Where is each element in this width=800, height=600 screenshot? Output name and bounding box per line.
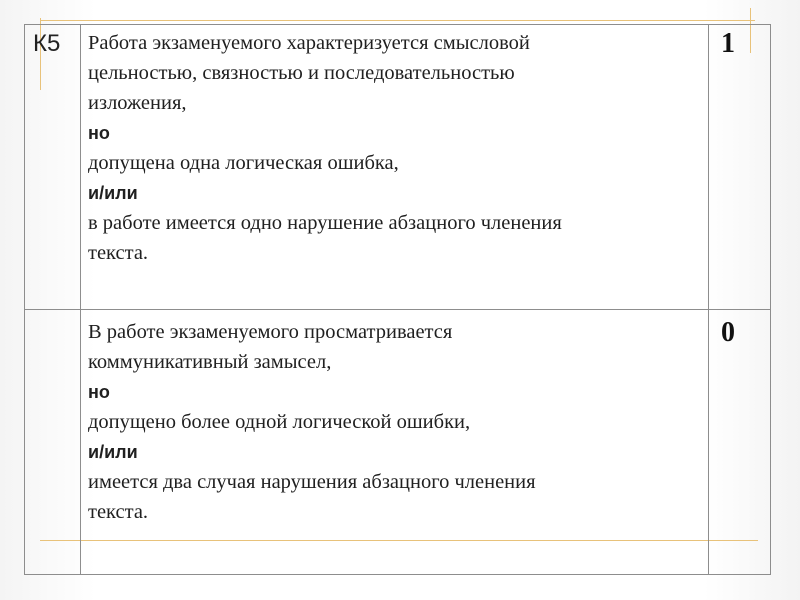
- description-connector: и/или: [88, 442, 138, 462]
- score-row-2: 0: [721, 317, 735, 348]
- description-line: имеется два случая нарушения абзацного членения: [88, 471, 536, 493]
- description-line: В работе экзаменуемого просматривается: [88, 321, 453, 343]
- table-row-divider: [24, 309, 771, 310]
- table-border-left: [24, 24, 25, 575]
- decorative-line-bottom: [40, 540, 758, 541]
- description-line: цельностью, связностью и последовательностью: [88, 62, 515, 84]
- description-line: допущено более одной логической ошибки,: [88, 411, 471, 433]
- description-line: текста.: [88, 242, 149, 264]
- decorative-line-top: [40, 20, 755, 21]
- criterion-description-row-1: [88, 28, 562, 268]
- table-column-divider-2: [708, 24, 709, 575]
- description-line: в работе имеется одно нарушение абзацного членения: [88, 212, 562, 234]
- criterion-description-row-2: [88, 317, 536, 527]
- description-line: допущена одна логическая ошибка,: [88, 152, 399, 174]
- description-line: коммуникативный замысел,: [88, 351, 332, 373]
- description-line: текста.: [88, 501, 149, 523]
- score-row-1: 1: [721, 28, 735, 59]
- description-connector: но: [88, 382, 110, 402]
- description-line: изложения,: [88, 92, 187, 114]
- criterion-code: К5: [33, 30, 61, 57]
- table-border-bottom: [24, 574, 771, 575]
- description-connector: и/или: [88, 183, 138, 203]
- table-border-top: [24, 24, 771, 25]
- description-connector: но: [88, 123, 110, 143]
- table-border-right: [770, 24, 771, 575]
- description-line: Работа экзаменуемого характеризуется смысловой: [88, 32, 530, 54]
- decorative-line-right: [750, 8, 751, 53]
- table-column-divider-1: [80, 24, 81, 575]
